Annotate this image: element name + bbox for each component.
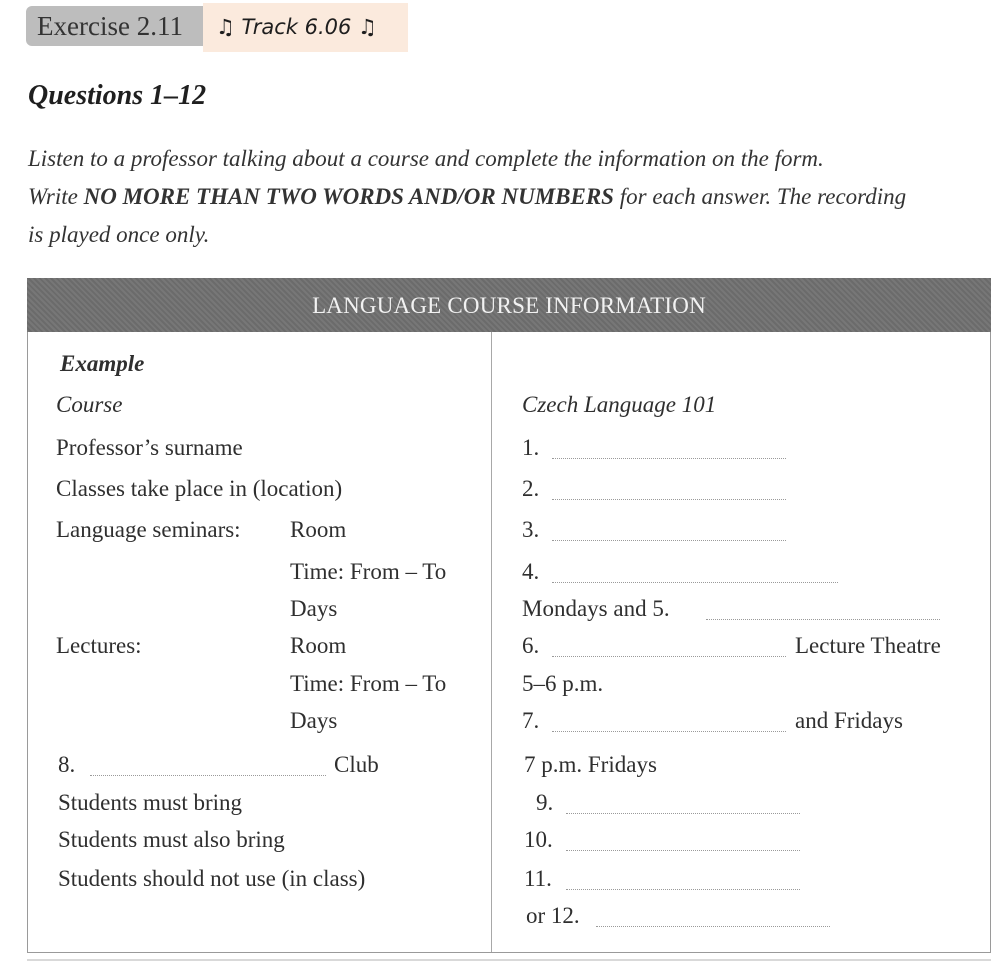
q6-answer-blank[interactable] <box>552 656 786 657</box>
q3-number: 3. <box>522 517 540 542</box>
seminar-room-label: Room <box>290 517 347 542</box>
instruction-line-2-post: for each answer. The recording <box>613 184 907 209</box>
surname-label: Professor’s surname <box>56 435 243 460</box>
lecture-time-value: 5–6 p.m. <box>522 671 604 696</box>
q11-answer-blank[interactable] <box>566 889 800 890</box>
q7-answer-blank[interactable] <box>552 731 786 732</box>
instruction-line-2-pre: Write <box>28 184 84 209</box>
seminar-time-label: Time: From – To <box>290 559 447 584</box>
q2-answer-blank[interactable] <box>552 499 786 500</box>
lecture-time-label: Time: From – To <box>290 671 447 696</box>
q1-answer-blank[interactable] <box>552 458 786 459</box>
seminar-days-label: Days <box>290 596 338 621</box>
instruction-line-1: Listen to a professor talking about a course and complete the information on the form. <box>28 146 824 171</box>
lectures-label: Lectures: <box>56 633 142 658</box>
course-label: Course <box>56 392 123 417</box>
q10-number: 10. <box>524 827 553 852</box>
and-fridays-text: and Fridays <box>795 708 903 733</box>
also-bring-label: Students must also bring <box>58 827 285 852</box>
club-label: Club <box>334 752 379 777</box>
lecture-theatre-text: Lecture Theatre <box>795 633 941 658</box>
location-label: Classes take place in (location) <box>56 476 343 501</box>
q1-number: 1. <box>522 435 540 460</box>
bring-label: Students must bring <box>58 790 243 815</box>
q10-answer-blank[interactable] <box>566 850 800 851</box>
club-value: 7 p.m. Fridays <box>524 752 657 777</box>
q12-text: or 12. <box>526 903 580 928</box>
example-label: Example <box>60 351 145 376</box>
column-divider <box>491 332 492 952</box>
q2-number: 2. <box>522 476 540 501</box>
page-bottom-rule <box>27 959 991 961</box>
q3-answer-blank[interactable] <box>552 540 786 541</box>
questions-heading: Questions 1–12 <box>28 80 207 111</box>
form-title: LANGUAGE COURSE INFORMATION <box>27 278 991 332</box>
instruction-line-2-bold: NO MORE THAN TWO WORDS AND/OR NUMBERS <box>83 184 614 209</box>
q11-number: 11. <box>524 866 552 891</box>
exercise-badge: Exercise 2.11 <box>26 6 204 46</box>
q4-number: 4. <box>522 559 540 584</box>
seminars-label: Language seminars: <box>56 517 241 542</box>
q4-answer-blank[interactable] <box>552 582 838 583</box>
q5-answer-blank[interactable] <box>706 619 940 620</box>
course-value: Czech Language 101 <box>522 392 717 417</box>
not-use-label: Students should not use (in class) <box>58 866 366 891</box>
q9-number: 9. <box>536 790 554 815</box>
q9-answer-blank[interactable] <box>566 813 800 814</box>
q8-number: 8. <box>58 752 76 777</box>
q7-number: 7. <box>522 708 540 733</box>
lecture-room-label: Room <box>290 633 347 658</box>
lecture-days-label: Days <box>290 708 338 733</box>
instruction-line-2 <box>28 184 906 210</box>
track-label[interactable]: ♫ Track 6.06 ♫ <box>203 3 408 52</box>
q5-text: Mondays and 5. <box>522 596 670 621</box>
q8-answer-blank[interactable] <box>90 775 326 776</box>
q6-number: 6. <box>522 633 540 658</box>
instruction-line-3: is played once only. <box>28 222 210 247</box>
q12-answer-blank[interactable] <box>596 926 830 927</box>
